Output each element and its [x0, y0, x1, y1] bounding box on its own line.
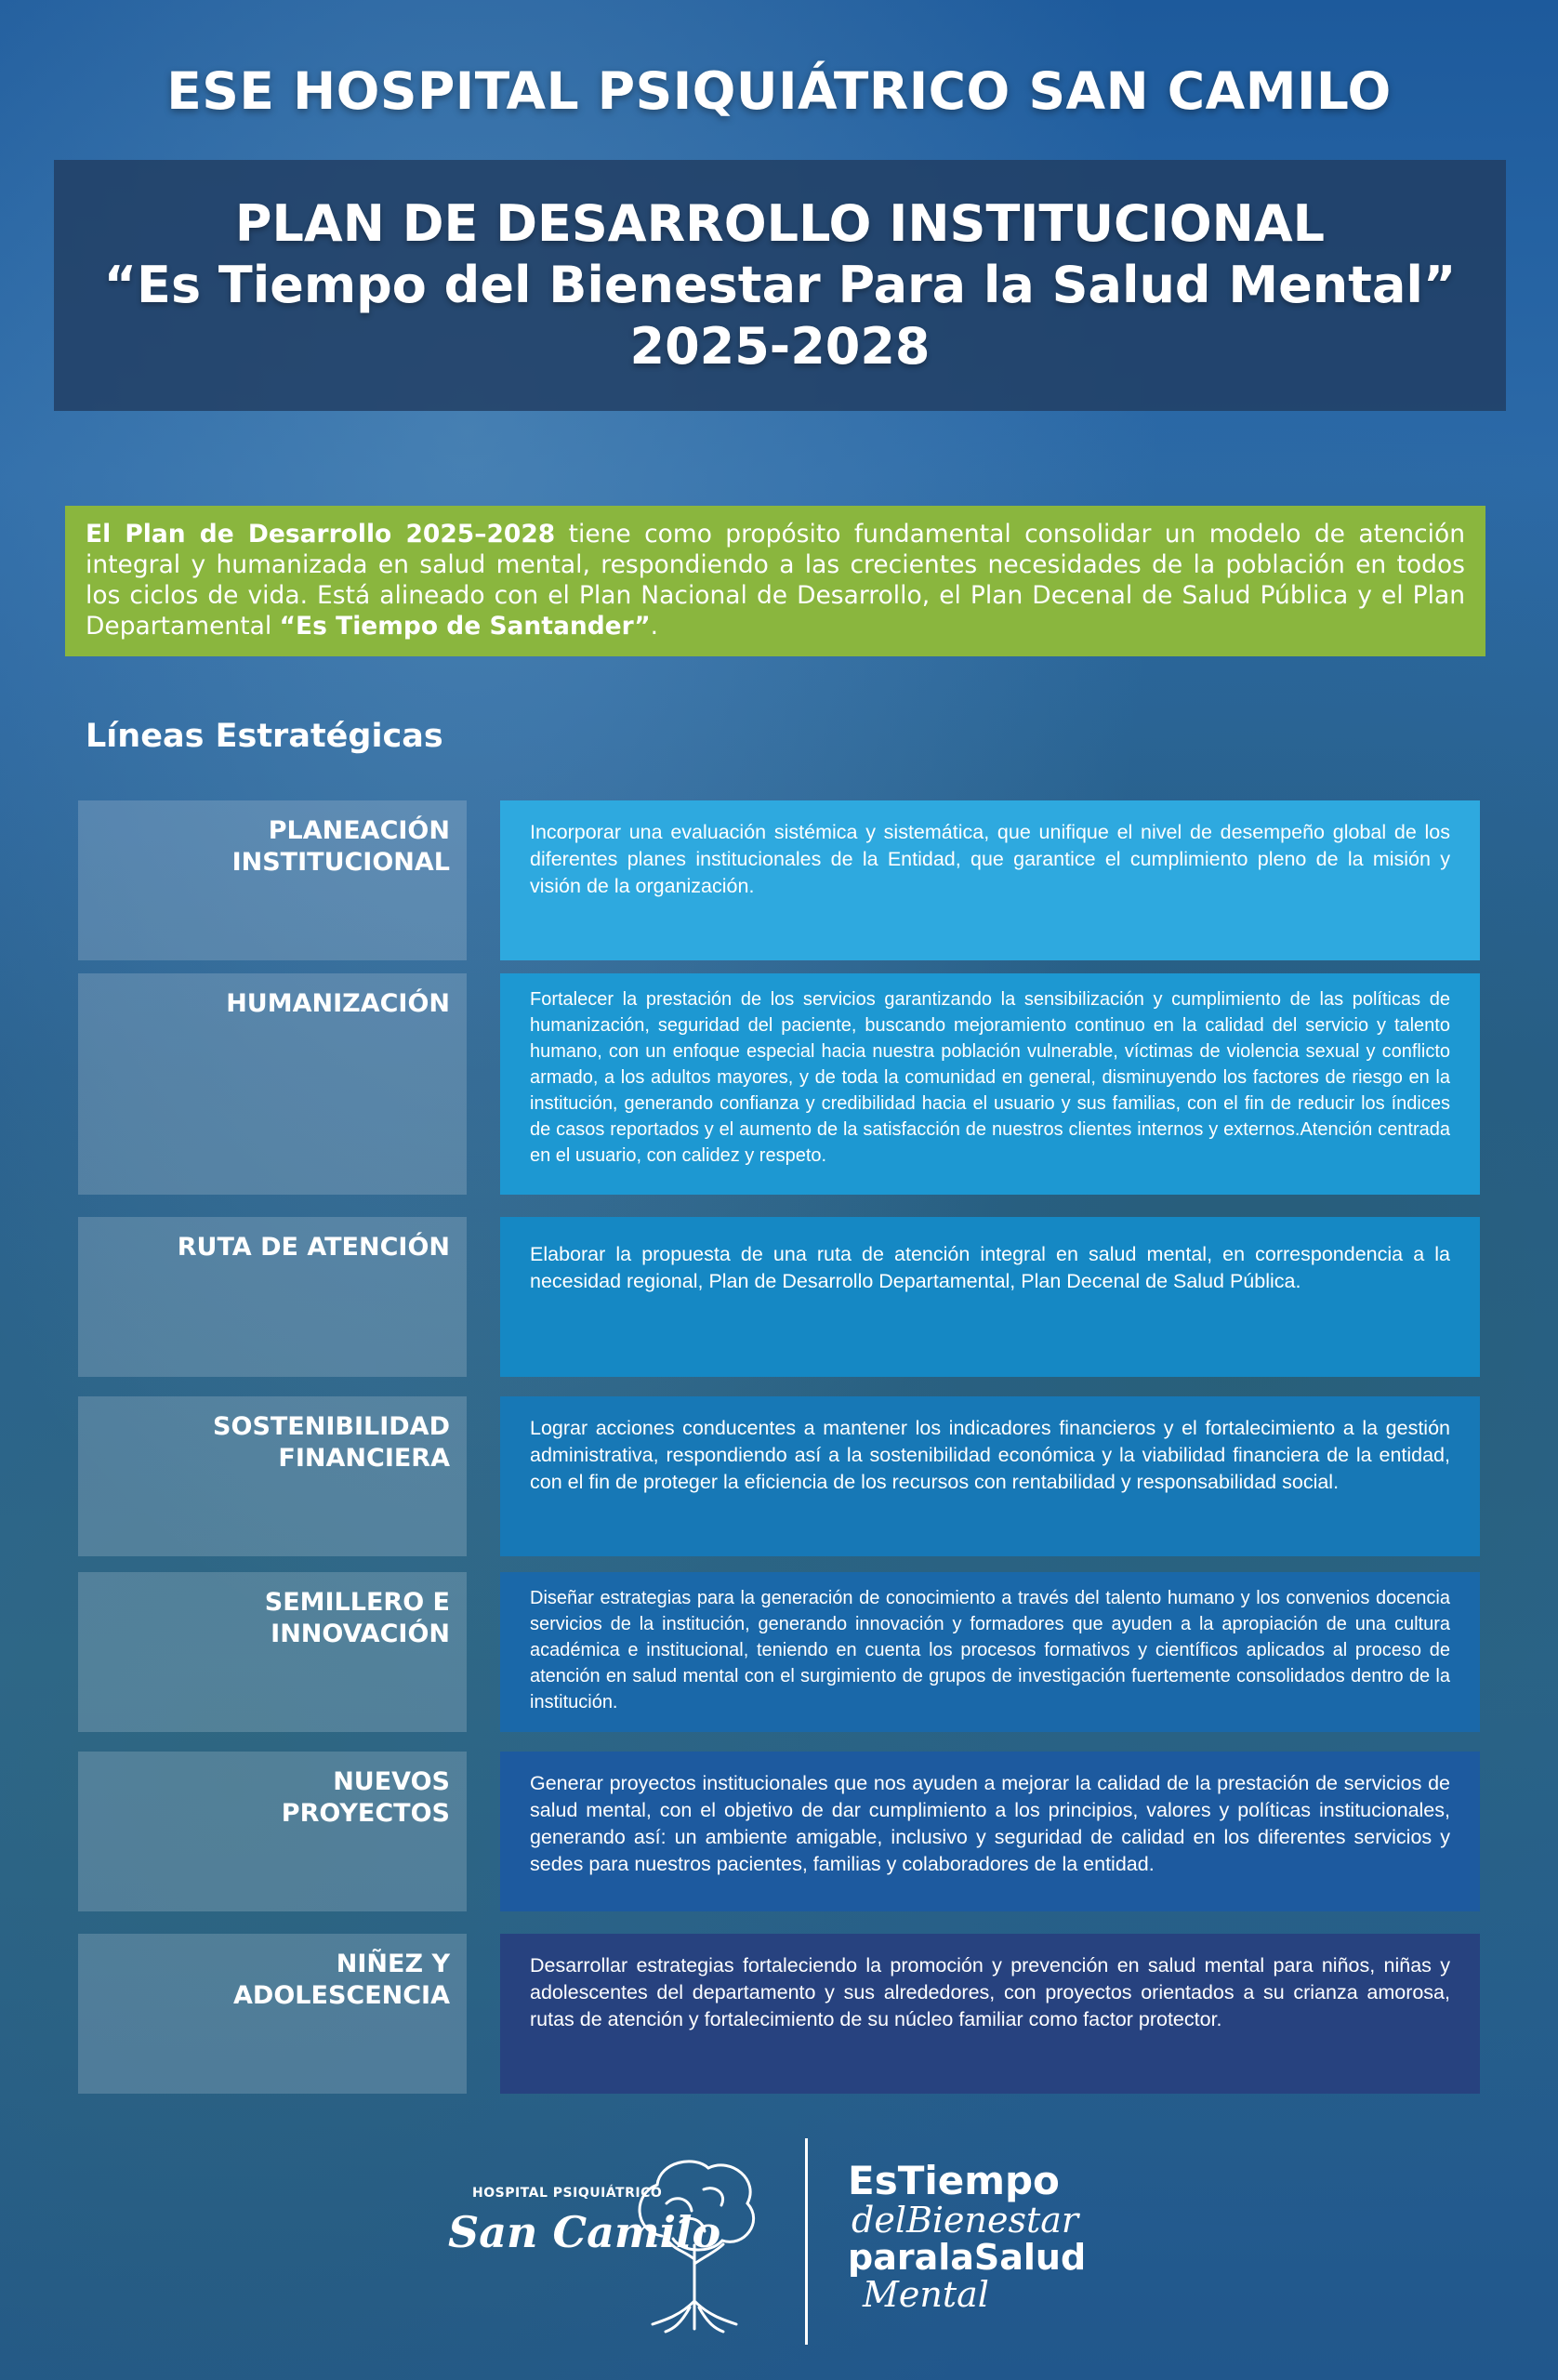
strategic-line-description: Fortalecer la prestación de los servicios garantizando la sensibilización y cumplimiento de las políticas de humanización, seguridad del paciente, buscando mejoramiento continuo en la calidad del servicio y talento humano, con un enfoque especial hacia nuestra población vulnerable, víctimas de violencia sexual y conflicto armado, a los adultos mayores, y de toda la comunidad en general, disminuyendo los factores de riesgo en la institución, generando confianza y credibilidad hacia el usuario y sus familias, con el fin de reducir los índices de casos reportados y el aumento de la satisfacción de nuestros clientes internos y externos.Atención centrada en el usuario, con calidez y respeto. — [500, 973, 1480, 1195]
label-line-2: INSTITUCIONAL — [231, 848, 450, 877]
slogan-line-3: paralaSalud — [848, 2237, 1087, 2278]
label-line-1: RUTA DE ATENCIÓN — [177, 1233, 450, 1262]
plan-years-line: 2025-2028 — [629, 317, 931, 376]
label-line-2: FINANCIERA — [278, 1444, 450, 1473]
tree-head-icon — [625, 2148, 764, 2334]
slogan-logo — [848, 2158, 1087, 2315]
page-title: ESE HOSPITAL PSIQUIÁTRICO SAN CAMILO — [166, 61, 1392, 121]
hospital-small-label: HOSPITAL PSIQUIÁTRICO — [472, 2186, 663, 2201]
strategic-line-description: Incorporar una evaluación sistémica y sistemática, que unifique el nivel de desempeño global de los diferentes planes institucionales de la Entidad, que garantice el cumplimiento pleno de la misión y visión de la organización. — [500, 800, 1480, 960]
strategic-line-description: Elaborar la propuesta de una ruta de atención integral en salud mental, en correspondencia a la necesidad regional, Plan de Desarrollo Departamental, Plan Decenal de Salud Pública. — [500, 1217, 1480, 1377]
label-line-1: SEMILLERO E — [264, 1588, 450, 1617]
intro-bold-start: El Plan de Desarrollo 2025–2028 — [86, 520, 556, 549]
strategic-line-description: Lograr acciones conducentes a mantener los indicadores financieros y el fortalecimiento a la gestión administrativa, respondiendo así a la sostenibilidad económica y la viabilidad financiera de la entidad, con el fin de proteger la eficiencia de los recursos con rentabilidad y responsabilidad social. — [500, 1396, 1480, 1556]
strategic-line-description: Generar proyectos institucionales que nos ayuden a mejorar la calidad de la prestación de servicios de salud mental, con el objetivo de dar cumplimiento a los principios, valores y políticas institucionales, generando así: un ambiente amigable, inclusivo y seguridad de calidad en los diferentes servicios y sedes para nuestros pacientes, familias y colaboradores de la entidad. — [500, 1752, 1480, 1911]
strategic-line-description: Desarrollar estrategias fortaleciendo la promoción y prevención en salud mental para niños, niñas y adolescentes del departamento y sus alrededores, con proyectos orientados a su crianza amorosa, rutas de atención y fortalecimiento de su núcleo familiar como factor protector. — [500, 1934, 1480, 2094]
strategic-line-description: Diseñar estrategias para la generación de conocimiento a través del talento humano y los convenios docencia servicios de la institución, generando innovación y formadores que ayuden a la apropiación de una cultura académica e institucional, teniendo en cuenta los procesos formativos y científicos aplicados al proceso de atención en salud mental con el surgimiento de grupos de investigación fuertemente consolidados dentro de la institución. — [500, 1572, 1480, 1732]
strategic-line-label — [78, 1934, 467, 2094]
hospital-name: San Camilo — [448, 2207, 721, 2257]
strategic-line-label — [78, 1752, 467, 1911]
plan-title-box — [54, 160, 1506, 411]
label-line-1: PLANEACIÓN — [268, 816, 450, 845]
footer — [0, 2138, 1558, 2361]
intro-box — [65, 506, 1485, 656]
slogan-line-1: EsTiempo — [848, 2158, 1060, 2203]
label-line-2: ADOLESCENCIA — [233, 1981, 450, 2010]
intro-period: . — [650, 612, 659, 641]
intro-bold-end: “Es Tiempo de Santander” — [279, 612, 651, 641]
label-line-1: SOSTENIBILIDAD — [213, 1412, 450, 1441]
label-line-1: HUMANIZACIÓN — [226, 989, 450, 1018]
label-line-1: NUEVOS — [333, 1767, 450, 1796]
strategic-line-label — [78, 1572, 467, 1732]
slogan-line-2: delBienestar — [852, 2200, 1079, 2241]
strategic-line-label — [78, 1217, 467, 1377]
label-line-1: NIÑEZ Y — [336, 1950, 450, 1978]
strategic-line-label — [78, 1396, 467, 1556]
label-line-2: INNOVACIÓN — [271, 1620, 450, 1648]
footer-divider — [805, 2138, 808, 2345]
plan-title-line: PLAN DE DESARROLLO INSTITUCIONAL — [234, 194, 1326, 253]
strategic-line-label — [78, 973, 467, 1195]
label-line-2: PROYECTOS — [281, 1799, 450, 1828]
plan-slogan-line: “Es Tiempo del Bienestar Para la Salud Mental” — [103, 256, 1457, 314]
strategic-line-label — [78, 800, 467, 960]
intro-text: tiene como propósito fundamental consolidar un modelo de atención integral y humanizada en salud mental, respondiendo a las crecientes necesidades de la población en todos los ciclos de vida. Está alineado con el Plan Nacional de Desarrollo, el Plan Decenal de Salud Pública y el Plan Departamental — [86, 520, 1465, 641]
section-title: Líneas Estratégicas — [86, 718, 443, 755]
slogan-line-4: Mental — [863, 2274, 989, 2315]
